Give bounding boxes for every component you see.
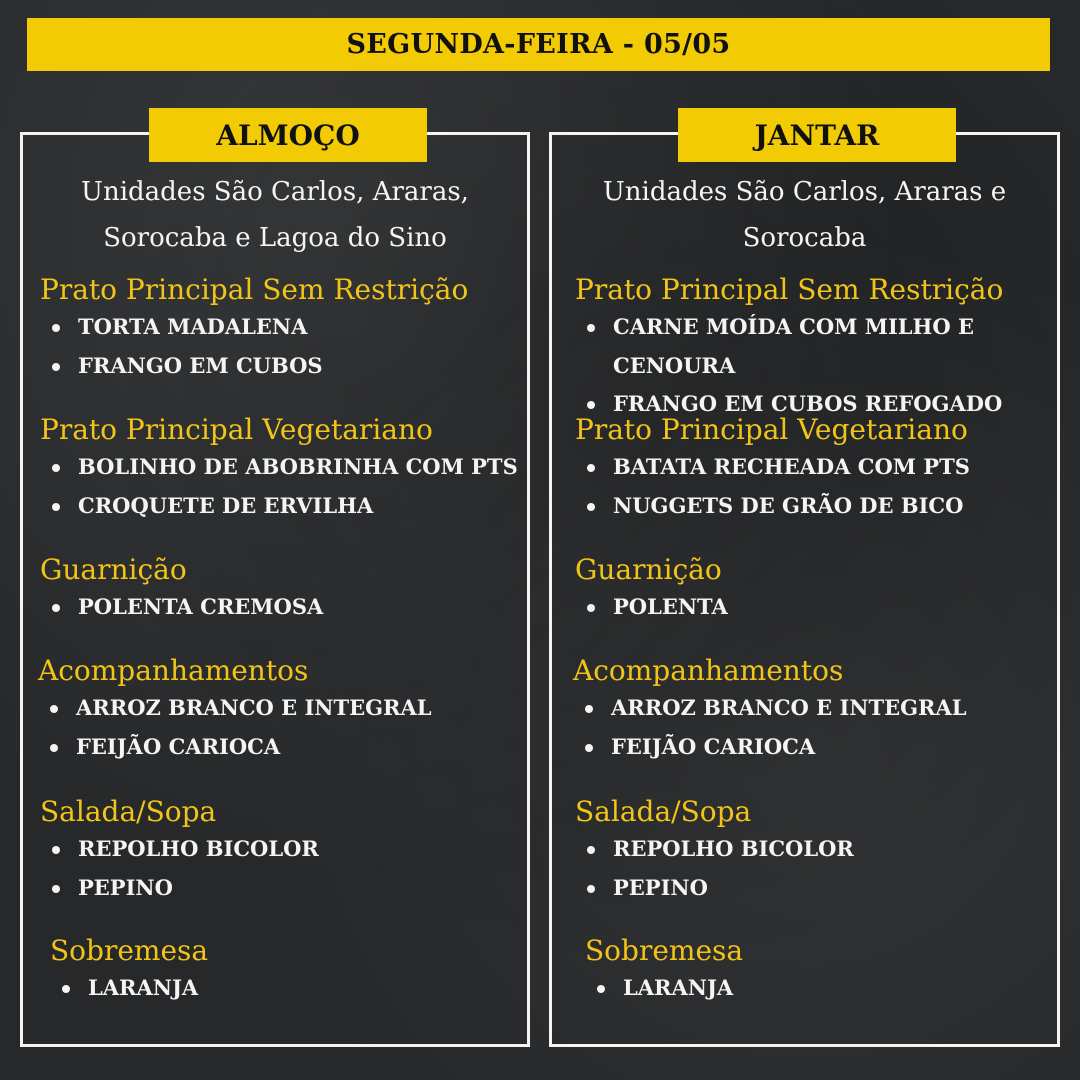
lunch-tag: ALMOÇO (149, 108, 427, 162)
dinner-tag: JANTAR (678, 108, 956, 162)
menu-item: ARROZ BRANCO E INTEGRAL (38, 689, 432, 728)
section-title: Salada/Sopa (575, 795, 752, 828)
dinner-units (552, 169, 1057, 261)
section-title: Sobremesa (50, 934, 209, 967)
lunch-section-acomp (38, 653, 432, 766)
dinner-section-acomp (573, 653, 967, 766)
dinner-units-line: Unidades São Carlos, Araras e (602, 177, 1007, 207)
menu-item: BATATA RECHEADA COM PTS (575, 448, 970, 487)
menu-item: POLENTA CREMOSA (40, 588, 323, 627)
dinner-section-guarnicao (575, 552, 728, 627)
menu-item: FEIJÃO CARIOCA (573, 728, 967, 767)
menu-item: LARANJA (585, 969, 743, 1008)
menu-item: FRANGO EM CUBOS REFOGADO (575, 385, 1003, 424)
section-title: Prato Principal Sem Restrição (40, 273, 469, 306)
section-title: Prato Principal Vegetariano (40, 413, 433, 446)
menu-item: REPOLHO BICOLOR (40, 830, 319, 869)
menu-item: CARNE MOÍDA COM MILHO E (575, 308, 1003, 347)
section-title: Guarnição (40, 553, 187, 586)
menu-item: REPOLHO BICOLOR (575, 830, 854, 869)
lunch-units (23, 169, 527, 261)
menu-item: PEPINO (40, 869, 319, 908)
section-title: Prato Principal Vegetariano (575, 413, 968, 446)
menu-item: FEIJÃO CARIOCA (38, 728, 432, 767)
dinner-section-sobremesa (585, 933, 743, 1008)
menu-item: FRANGO EM CUBOS (40, 347, 468, 386)
dinner-units-line: Sorocaba (742, 223, 867, 253)
lunch-section-veg (40, 412, 518, 525)
lunch-units-line: Unidades São Carlos, Araras, (81, 177, 469, 207)
menu-item: ARROZ BRANCO E INTEGRAL (573, 689, 967, 728)
dinner-panel (549, 118, 1060, 1047)
menu-item: TORTA MADALENA (40, 308, 468, 347)
section-title: Salada/Sopa (40, 795, 217, 828)
dinner-section-salada (575, 794, 854, 907)
lunch-section-sobremesa (50, 933, 208, 1008)
lunch-section-main (40, 272, 468, 385)
dinner-section-main (575, 272, 1003, 424)
menu-item: POLENTA (575, 588, 728, 627)
section-title: Acompanhamentos (573, 654, 844, 687)
section-title: Sobremesa (585, 934, 744, 967)
page-title: SEGUNDA-FEIRA - 05/05 (27, 18, 1050, 71)
menu-item: LARANJA (50, 969, 208, 1008)
menu-item: NUGGETS DE GRÃO DE BICO (575, 487, 970, 526)
lunch-panel (20, 118, 530, 1047)
menu-item-continuation: CENOURA (613, 352, 736, 378)
menu-item: CROQUETE DE ERVILHA (40, 487, 518, 526)
dinner-section-veg (575, 412, 970, 525)
section-title: Prato Principal Sem Restrição (575, 273, 1004, 306)
section-title: Acompanhamentos (38, 654, 309, 687)
section-title: Guarnição (575, 553, 722, 586)
menu-item: BOLINHO DE ABOBRINHA COM PTS (40, 448, 518, 487)
lunch-units-line: Sorocaba e Lagoa do Sino (103, 223, 447, 253)
lunch-section-guarnicao (40, 552, 323, 627)
lunch-section-salada (40, 794, 319, 907)
menu-item: PEPINO (575, 869, 854, 908)
